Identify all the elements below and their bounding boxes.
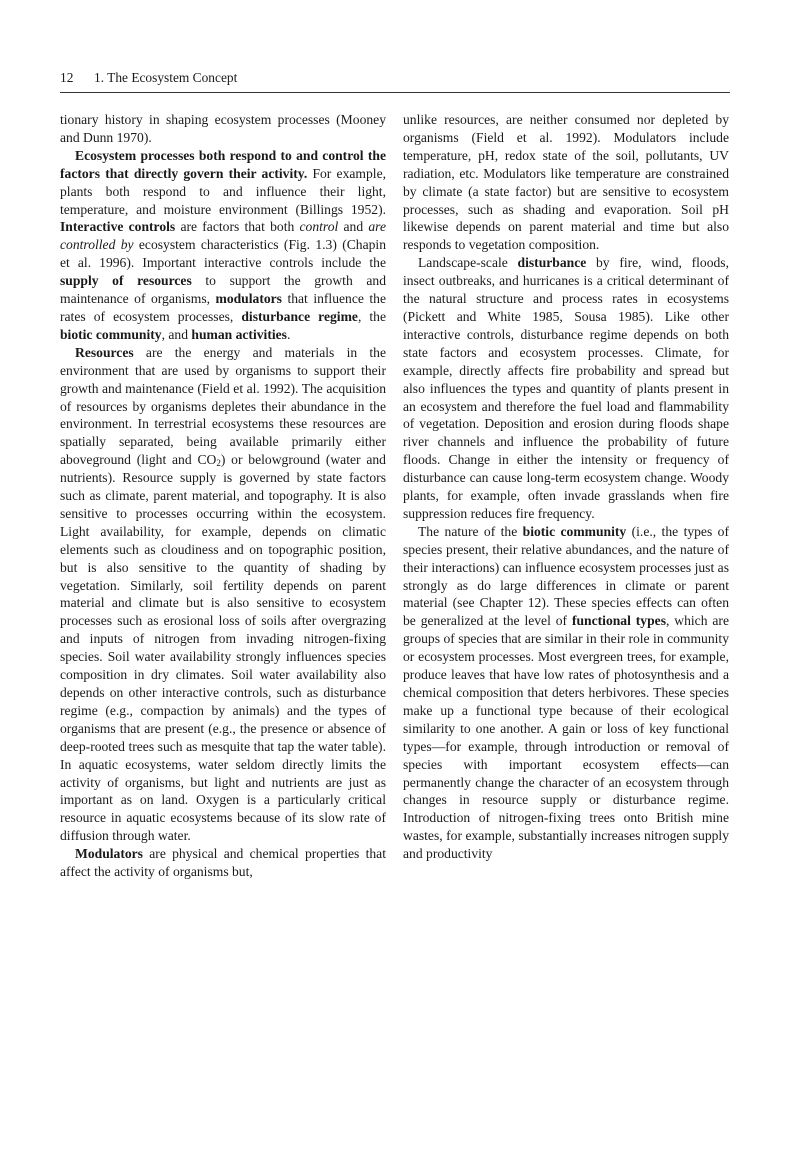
bold-term: disturbance bbox=[517, 255, 587, 271]
subscript: 2 bbox=[216, 458, 221, 469]
left-column bbox=[60, 111, 386, 881]
paragraph bbox=[60, 845, 386, 881]
text-run: unlike resources, are neither consumed nor depleted by organisms (Field et al. 1992). Modulators include temperature, pH, redox state of the soil, pollutants, UV radiation, etc. Modulators like temperature are constrained by climate (a state factor) but are sensitive to ecosystem processes, such as shading and evaporation. Soil pH likewise depends on parent material and time but also responds to vegetation composition. bbox=[403, 112, 729, 253]
text-run: and bbox=[338, 219, 369, 235]
paragraph bbox=[403, 254, 729, 523]
text-run: are physical and chemical properties that affect the activity of organisms but, bbox=[60, 846, 386, 880]
text-run: (i.e., the types of species present, their relative abundances, and the nature of their interactions) can influence ecosystem processes just as strongly as do large differences in climate or parent material (see Chapter 12). These species effects can often be generalized at the level of bbox=[403, 523, 729, 629]
text-run: . bbox=[286, 326, 291, 342]
text-run: ) or belowground (water and nutrients). Resource supply is governed by state factors such as climate, parent material, and topography. It is also sensitive to processes occurring within the ecosystem. Light availability, for example, depends on climatic elements such as cloudiness and on topographic position, but is also sensitive to the quantity of shading by vegetation. Similarly, soil fertility depends on parent material and climate but is also sensitive to ecosystem processes such as erosional loss of soils after overgrazing and inputs of nitrogen from invading nitrogen-fixing species. Soil water availability strongly influences species composition in dry climates. Soil water availability also depends on other interactive controls, such as disturbance regime (e.g., compaction by animals) and the types of organisms that are present (e.g., the presence or absence of deep-rooted trees such as mesquite that tap the water table). In aquatic ecosystems, water seldom directly limits the activity of organisms, but light and nutrients are just as important as on land. Oxygen is a particularly critical resource in aquatic ecosystems because of its slow rate of diffusion through water. bbox=[60, 452, 386, 844]
running-title: 1. The Ecosystem Concept bbox=[94, 70, 238, 85]
paragraph bbox=[60, 147, 386, 344]
bold-term: human activities bbox=[191, 326, 287, 342]
text-run: , which are groups of species that are similar in their role in community or ecosystem processes. Most evergreen trees, for example, produce leaves that have low rates of photosynthesis and a chemical composition that deters herbivores. These species make up a functional type because of their ecological similarity to one another. A gain or loss of key functional types—for example, through introduction or removal of species with important ecosystem effects—can permanently change the character of an ecosystem through changes in resource supply or disturbance regime. Introduction of nitrogen-fixing trees onto British mine wastes, for example, substantially increases nitrogen supply and productivity bbox=[403, 613, 729, 862]
right-column bbox=[403, 111, 729, 863]
text-run: to support the growth and maintenance of organisms, bbox=[60, 273, 387, 307]
bold-term: Resources bbox=[75, 344, 134, 360]
text-run: , the bbox=[357, 308, 387, 324]
bold-term: modulators bbox=[215, 291, 282, 307]
text-run: that influence the rates of ecosystem processes, bbox=[60, 291, 386, 324]
text-run: tionary history in shaping ecosystem processes (Mooney and Dunn 1970). bbox=[60, 112, 386, 145]
page-header bbox=[60, 70, 730, 90]
text-run: by fire, wind, floods, insect outbreaks, and hurricanes is a critical determinant of the natural structure and process rates in ecosystems (Pickett and White 1985, Sousa 1985). Like other interactive controls, disturbance regime depends on both state factors and ecosystem processes. Climate, for example, directly affects fire probability and spread but also influences the types and quantity of plants present in an ecosystem and therefore the fuel load and flammability of vegetation. Deposition and erosion during floods shape river channels and influence the probability of future floods. Change in either the intensity or frequency of disturbance can cause long-term ecosystem change. Woody plants, for example, often invade grasslands when fire suppression reduces fire frequency. bbox=[403, 255, 729, 521]
bold-term: Interactive controls bbox=[60, 219, 176, 235]
italic-text: control bbox=[299, 219, 339, 235]
bold-term: biotic community bbox=[522, 523, 627, 539]
text-run: , and bbox=[161, 326, 192, 342]
text-run: are factors that both bbox=[175, 219, 300, 235]
paragraph bbox=[60, 344, 386, 845]
bold-term: supply of resources bbox=[60, 273, 192, 289]
header-rule bbox=[60, 92, 730, 93]
text-run: For example, plants both respond to and influence their light, temperature, and moisture environment (Billings 1952). bbox=[60, 165, 386, 217]
bold-term: disturbance regime bbox=[241, 308, 358, 324]
paragraph bbox=[60, 111, 386, 147]
bold-term: Modulators bbox=[75, 846, 143, 862]
paragraph bbox=[403, 523, 729, 863]
paragraph bbox=[403, 111, 729, 254]
text-run: The nature of the bbox=[418, 523, 523, 539]
text-run: ecosystem characteristics (Fig. 1.3) (Chapin et al. 1996). Important interactive controls include the bbox=[60, 237, 386, 271]
text-run: Landscape-scale bbox=[418, 255, 518, 271]
page-number: 12 bbox=[60, 70, 74, 85]
bold-term: biotic community bbox=[60, 326, 162, 342]
bold-term: Ecosystem processes both respond to and control the factors that directly govern their activity. bbox=[60, 147, 386, 181]
text-run: are the energy and materials in the environment that are used by organisms to support their growth and maintenance (Field et al. 1992). The acquisition of resources by organisms depletes their abundance in the environment. In terrestrial ecosystems these resources are spatially separated, being available primarily either aboveground (light and CO bbox=[60, 344, 386, 468]
italic-text: are controlled by bbox=[60, 219, 386, 253]
bold-term: functional types bbox=[571, 613, 666, 629]
